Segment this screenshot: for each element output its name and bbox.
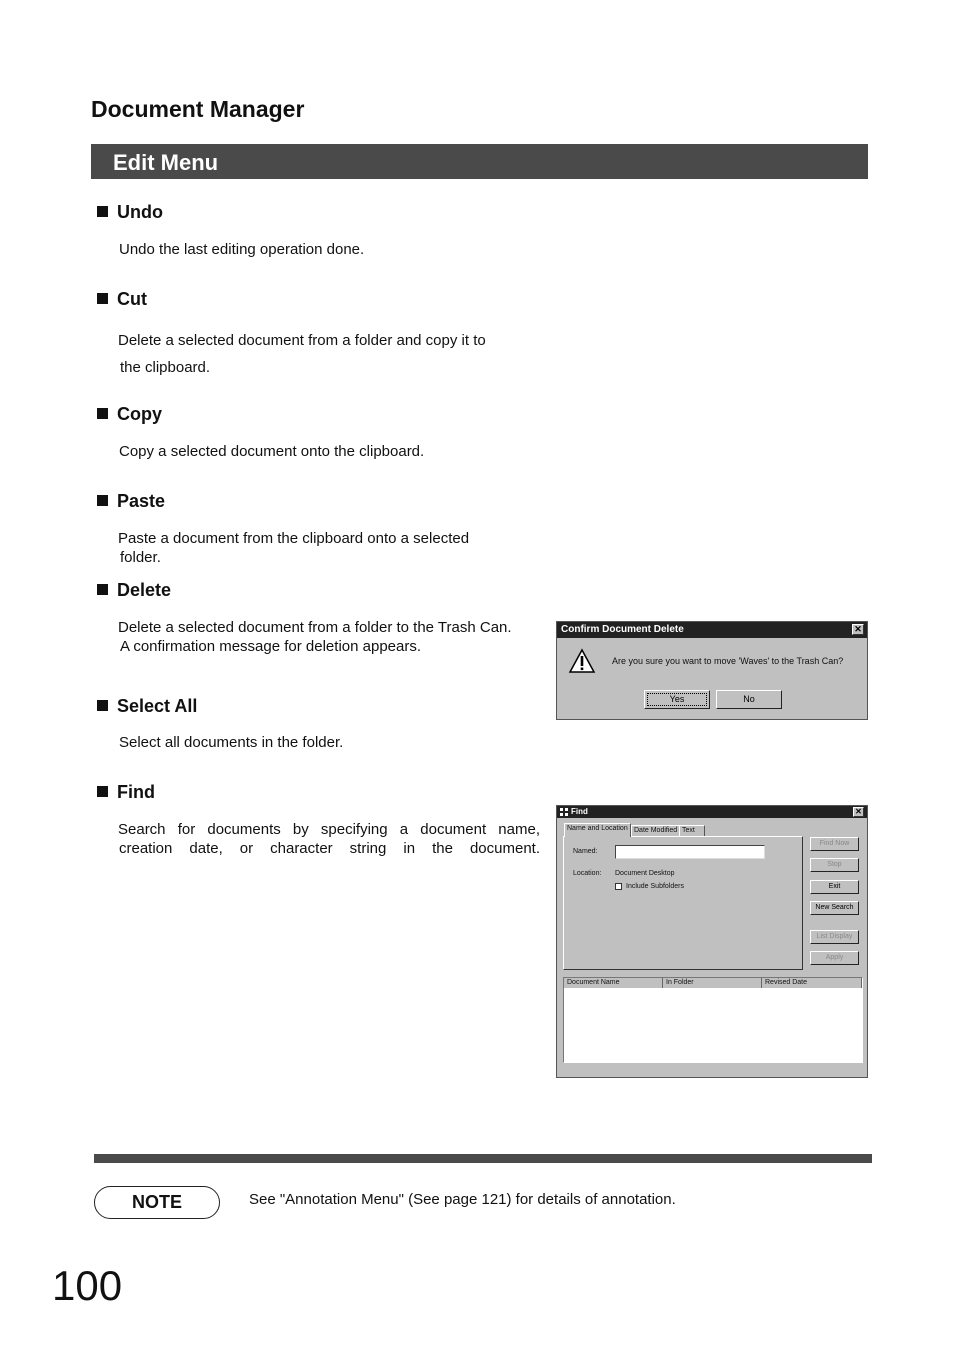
divider-rule bbox=[94, 1154, 872, 1163]
location-value: Document Desktop bbox=[615, 870, 675, 877]
stop-button[interactable]: Stop bbox=[810, 858, 859, 872]
tab-date-modified[interactable]: Date Modified bbox=[631, 825, 680, 836]
close-icon[interactable]: ✕ bbox=[853, 807, 864, 817]
column-in-folder[interactable]: In Folder bbox=[663, 978, 762, 988]
tab-text[interactable]: Text bbox=[679, 825, 705, 836]
find-criteria-panel bbox=[563, 836, 803, 970]
warning-icon bbox=[568, 648, 596, 674]
list-display-button[interactable]: List Display bbox=[810, 930, 859, 944]
include-subfolders-label: Include Subfolders bbox=[626, 883, 684, 890]
bullet-square-icon bbox=[97, 206, 108, 217]
item-text-copy: Copy a selected document onto the clipboard. bbox=[119, 443, 425, 460]
close-icon[interactable]: ✕ bbox=[852, 624, 864, 635]
column-revised-date[interactable]: Revised Date bbox=[762, 978, 862, 988]
no-button[interactable]: No bbox=[716, 690, 782, 709]
item-text-paste: Paste a document from the clipboard onto a selected folder. bbox=[118, 530, 470, 566]
item-title-paste: Paste bbox=[97, 491, 165, 512]
bullet-square-icon bbox=[97, 786, 108, 797]
find-now-button[interactable]: Find Now bbox=[810, 837, 859, 851]
yes-button[interactable]: Yes bbox=[644, 690, 710, 709]
location-label: Location: bbox=[573, 870, 602, 877]
new-search-button[interactable]: New Search bbox=[810, 901, 859, 915]
item-text-delete: Delete a selected document from a folder to the Trash Can. A confirmation message for deletion appears. bbox=[118, 619, 512, 655]
bullet-square-icon bbox=[97, 408, 108, 419]
named-input[interactable] bbox=[615, 845, 765, 859]
tab-name-and-location[interactable]: Name and Location bbox=[564, 823, 631, 837]
confirm-dialog-titlebar: Confirm Document Delete ✕ bbox=[557, 622, 867, 638]
results-list[interactable] bbox=[563, 977, 863, 1063]
page-number: 100 bbox=[52, 1262, 123, 1309]
confirm-message: Are you sure you want to move 'Waves' to the Trash Can? bbox=[612, 656, 844, 666]
include-subfolders-checkbox[interactable] bbox=[615, 883, 622, 890]
item-text-cut: Delete a selected document from a folder and copy it to the clipboard. bbox=[118, 332, 486, 376]
item-text-select-all: Select all documents in the folder. bbox=[119, 734, 344, 751]
note-badge: NOTE bbox=[94, 1186, 220, 1219]
note-text: See "Annotation Menu" (See page 121) for details of annotation. bbox=[249, 1191, 676, 1208]
item-title-delete: Delete bbox=[97, 580, 171, 601]
find-dialog-titlebar: Find ✕ bbox=[557, 806, 867, 818]
find-app-icon bbox=[560, 808, 568, 816]
confirm-delete-dialog bbox=[556, 621, 868, 720]
find-dialog bbox=[556, 805, 868, 1078]
apply-button[interactable]: Apply bbox=[810, 951, 859, 965]
section-title: Edit Menu bbox=[113, 150, 219, 175]
item-title-select-all: Select All bbox=[97, 696, 197, 717]
item-title-copy: Copy bbox=[97, 404, 162, 425]
bullet-square-icon bbox=[97, 584, 108, 595]
page-heading: Document Manager bbox=[91, 96, 305, 122]
section-bar bbox=[91, 144, 868, 179]
item-text-find: Search for documents by specifying a document name, creation date, or character string in the document. bbox=[118, 821, 540, 857]
bullet-square-icon bbox=[97, 293, 108, 304]
bullet-square-icon bbox=[97, 495, 108, 506]
exit-button[interactable]: Exit bbox=[810, 880, 859, 894]
named-label: Named: bbox=[573, 848, 598, 855]
item-text-undo: Undo the last editing operation done. bbox=[119, 241, 365, 258]
column-document-name[interactable]: Document Name bbox=[564, 978, 663, 988]
bullet-square-icon bbox=[97, 700, 108, 711]
item-title-find: Find bbox=[97, 782, 155, 803]
item-title-cut: Cut bbox=[97, 289, 147, 310]
item-title-undo: Undo bbox=[97, 202, 163, 223]
